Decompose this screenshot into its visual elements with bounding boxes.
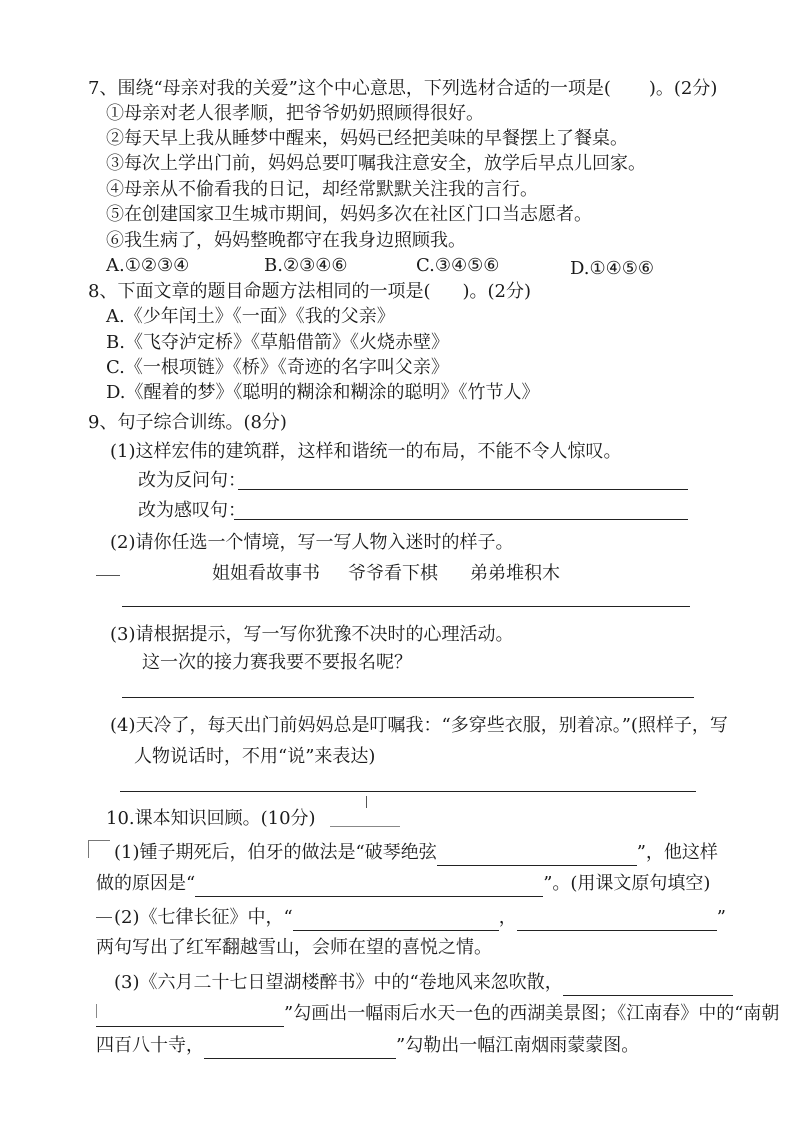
q7-item-5: ⑤在创建国家卫生城市期间，妈妈多次在社区门口当志愿者。 bbox=[106, 204, 592, 225]
scan-mark bbox=[88, 840, 110, 841]
scan-mark bbox=[330, 826, 400, 827]
q10-p3-line2 bbox=[96, 1001, 779, 1027]
q8-stem bbox=[88, 279, 531, 305]
scan-mark bbox=[88, 840, 89, 858]
q7-stem bbox=[88, 76, 717, 102]
q10-p3-blank-2[interactable] bbox=[204, 1040, 396, 1059]
q10-p1-text-c: 做的原因是“ bbox=[96, 873, 196, 894]
q10-p2-text-a: (2)《七律长征》中，“ bbox=[114, 907, 293, 928]
q9-p2-choice-3: 弟弟堆积木 bbox=[470, 563, 560, 584]
q8-stem-text: 8、下面文章的题目命题方法相同的一项是( bbox=[88, 281, 431, 302]
q10-p1-blank-1[interactable] bbox=[437, 847, 637, 866]
q8-option-c: C.《一根项链》《桥》《奇迹的名字叫父亲》 bbox=[106, 357, 449, 378]
q10-p3-blank-1[interactable] bbox=[563, 977, 733, 996]
q7-option-a: A.①②③④ bbox=[106, 255, 190, 276]
q9-p4-line1: (4)天冷了，每天出门前妈妈总是叮嘱我：“多穿些衣服，别着凉。”(照样子，写 bbox=[110, 715, 728, 736]
q8-option-a: A.《少年闰土》《一面》《我的父亲》 bbox=[106, 306, 395, 327]
q7-item-1: ①母亲对老人很孝顺，把爷爷奶奶照顾得很好。 bbox=[106, 103, 484, 124]
q9-p3-answer-line[interactable] bbox=[122, 697, 694, 698]
q10-p3-text-d: ”勾勒出一幅江南烟雨蒙蒙图。 bbox=[396, 1035, 640, 1056]
q9-p4-line2: 人物说话时，不用“说”来表达) bbox=[134, 746, 376, 767]
q7-option-b: B.②③④⑥ bbox=[264, 255, 348, 276]
q10-p1-text-a: (1)锺子期死后，伯牙的做法是“破琴绝弦 bbox=[114, 842, 437, 863]
q10-p1-text-d: ”。(用课文原句填空) bbox=[543, 873, 711, 894]
q9-p4-answer-line[interactable] bbox=[120, 791, 696, 792]
q10-p3-text-b: ”勾画出一幅雨后水天一色的西湖美景图；《江南春》中的“南朝 bbox=[284, 1003, 780, 1024]
q8-option-d: D.《醒着的梦》《聪明的糊涂和糊涂的聪明》《竹节人》 bbox=[106, 382, 540, 403]
q9-p1: (1)这样宏伟的建筑群，这样和谐统一的布局，不能不令人惊叹。 bbox=[110, 441, 622, 462]
q10-p2-line2: 两句写出了红军翻越雪山，会师在望的喜悦之情。 bbox=[96, 937, 492, 958]
q9-p3-hint: 这一次的接力赛我要不要报名呢？ bbox=[142, 652, 412, 673]
q10-p1-line2 bbox=[96, 871, 710, 897]
scan-mark bbox=[366, 796, 367, 808]
scan-mark bbox=[96, 575, 120, 576]
q7-item-2: ②每天早上我从睡梦中醒来，妈妈已经把美味的早餐摆上了餐桌。 bbox=[106, 128, 628, 149]
q10-p3-line3 bbox=[96, 1033, 639, 1059]
q7-item-3: ③每次上学出门前，妈妈总要叮嘱我注意安全，放学后早点儿回家。 bbox=[106, 153, 646, 174]
q10-p2-blank-2[interactable] bbox=[517, 912, 717, 931]
q10-p3-text-a: (3)《六月二十七日望湖楼醉书》中的“卷地风来忽吹散， bbox=[114, 972, 563, 993]
q7-stem-score: )。(2分) bbox=[648, 78, 718, 99]
q9-p2-choice-2: 爷爷看下棋 bbox=[348, 563, 438, 584]
q10-p2-text-c: ” bbox=[716, 907, 726, 928]
q7-option-d: D.①④⑤⑥ bbox=[570, 258, 655, 279]
q9-p2-answer-line[interactable] bbox=[122, 606, 690, 607]
q10-title: 10.课本知识回顾。(10分) bbox=[106, 808, 316, 829]
q9-p3: (3)请根据提示，写一写你犹豫不决时的心理活动。 bbox=[110, 624, 514, 645]
q10-p1-text-b: ”，他这样 bbox=[636, 842, 718, 863]
q9-p1-exclamatory-answer-line[interactable] bbox=[234, 519, 688, 520]
q10-p3-blank-1-cont[interactable] bbox=[96, 1008, 284, 1027]
q10-p1-blank-2[interactable] bbox=[195, 878, 543, 897]
q10-p1-line1 bbox=[114, 840, 718, 866]
q10-p3-text-c: 四百八十寺， bbox=[96, 1035, 204, 1056]
q10-p3-line1 bbox=[114, 970, 733, 996]
q9-p2: (2)请你任选一个情境，写一写人物入迷时的样子。 bbox=[110, 532, 514, 553]
q9-p1-rhetorical-label: 改为反问句： bbox=[138, 470, 246, 491]
q9-p1-rhetorical-answer-line[interactable] bbox=[238, 489, 688, 490]
q10-p2-line1 bbox=[114, 905, 726, 931]
q7-item-6: ⑥我生病了，妈妈整晚都守在我身边照顾我。 bbox=[106, 230, 466, 251]
scan-mark bbox=[96, 917, 112, 918]
q8-stem-score: )。(2分) bbox=[462, 281, 532, 302]
q9-p2-choice-1: 姐姐看故事书 bbox=[212, 563, 320, 584]
q10-p2-blank-1[interactable] bbox=[293, 912, 499, 931]
q9-title: 9、句子综合训练。(8分) bbox=[88, 412, 287, 433]
q7-option-c: C.③④⑤⑥ bbox=[416, 255, 500, 276]
q10-p2-text-b: ， bbox=[498, 907, 517, 928]
q8-option-b: B.《飞夺泸定桥》《草船借箭》《火烧赤壁》 bbox=[106, 332, 449, 353]
q9-p1-exclamatory-label: 改为感叹句： bbox=[138, 500, 246, 521]
q7-stem-text: 7、围绕“母亲对我的关爱”这个中心意思，下列选材合适的一项是( bbox=[88, 78, 611, 99]
q7-item-4: ④母亲从不偷看我的日记，却经常默默关注我的言行。 bbox=[106, 179, 538, 200]
